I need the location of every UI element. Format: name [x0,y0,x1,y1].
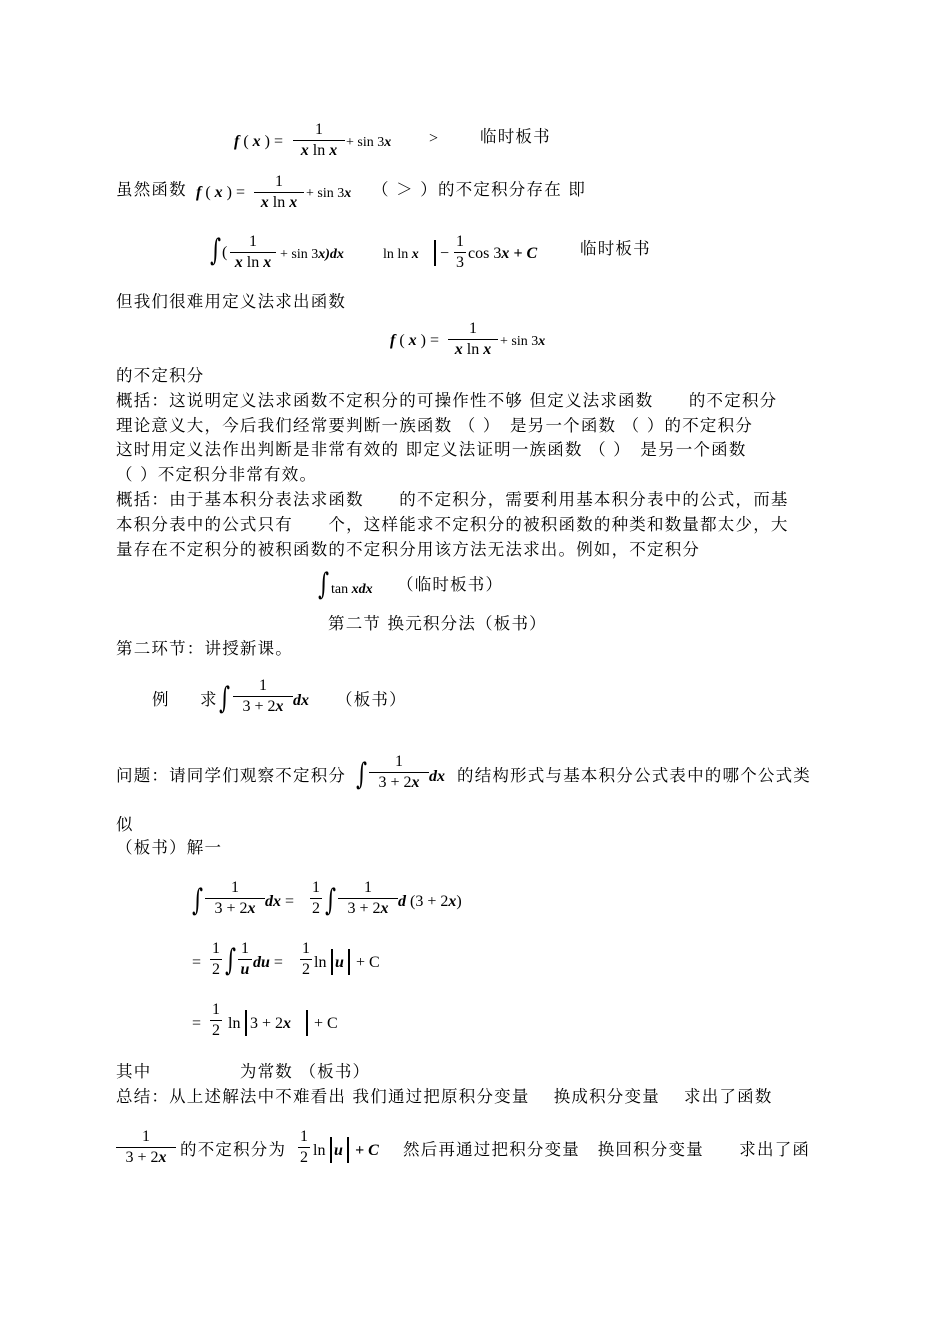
line2-plus-sin: + sin 3 [306,186,345,201]
example-fraction [233,676,293,717]
sol1-den2: 3 + 2 [347,900,381,917]
eq1-gt: > [429,130,439,147]
para1-line: 概括：这说明定义法求函数不定积分的可操作性不够 但定义法求函数 的不定积分 [116,391,778,410]
eq3-den-x: x [454,341,463,358]
eq4-note: （临时板书） [397,575,504,594]
sol3-ln: ln [228,1015,241,1032]
eq1-f: f [234,133,240,150]
summary-fraction [116,1127,176,1168]
sol3-eq: = [192,1015,202,1032]
para2-line: 量存在不定积分的被积函数的不定积分用该方法无法求出。例如，不定积分 [116,540,701,559]
sol1-fraction [205,878,265,919]
example-dx: dx [293,692,309,709]
question-fraction [369,752,429,793]
line2-eq: = [235,184,246,201]
eq3-fraction [448,319,498,360]
eq3-eq: = [429,332,440,349]
eq2-note: 临时板书 [580,239,651,258]
question-den-x: x [411,774,420,791]
eq4-integral: ∫ [318,567,329,602]
sol1-d: d [398,893,406,910]
line-4: 的不定积分 [116,366,205,385]
sol3-abs-left [245,1010,247,1036]
summary-line-1: 总结：从上述解法中不难看出 我们通过把原积分变量 换成积分变量 求出了函数 [116,1087,773,1106]
sol2-integral: ∫ [225,943,236,978]
line2-num: 1 [275,173,283,190]
para1-line: （ ）不定积分非常有效。 [116,465,318,484]
sol1-den-x: x [247,900,256,917]
sol3-hnum: 1 [212,1001,220,1018]
summary-half [298,1127,310,1168]
eq3-plus-sin: + sin 3 [500,334,539,349]
eq4-xdx: xdx [351,582,373,597]
sol1-eq: = [285,893,295,910]
eq2-fnum: 1 [456,233,464,250]
question-integral: ∫ [356,757,367,792]
eq1-eq: = [273,133,284,150]
sol2-den-u: u [240,961,250,978]
sol2-hnum2: 1 [302,940,310,957]
sol3-hden: 2 [212,1022,220,1039]
eq4-tan: tan [331,582,349,597]
question-post: 的结构形式与基本积分公式表中的哪个公式类 [457,766,811,785]
question-post2: 似 [116,815,134,834]
line2-fraction [254,172,304,213]
eq1-plus-sin: + sin 3 [346,135,385,150]
eq2-third [454,232,466,273]
eq2-cos: cos 3 [468,245,502,262]
summary-num: 1 [142,1128,150,1145]
summary-post: 然后再通过把积分变量 换回积分变量 求出了函 [403,1140,811,1159]
sol2-half [210,939,222,980]
summary-u: u [334,1142,343,1159]
example-integral: ∫ [219,681,230,716]
eq2-abs-bar [434,240,436,266]
sol2-hden2: 2 [302,961,310,978]
example-den: 3 + 2 [242,698,276,715]
summary-den-x: x [158,1149,167,1166]
example-den-x: x [275,698,284,715]
question-den: 3 + 2 [378,774,412,791]
eq1-den-ln: ln [312,142,326,159]
sol2-hden: 2 [212,961,220,978]
question-num: 1 [395,753,403,770]
sol1-den2-x: x [380,900,389,917]
sol1-hden: 2 [312,900,320,917]
eq2-close-dx: )dx [325,247,344,262]
eq2-sin-x: x [318,247,326,262]
sol1-dx: dx [265,893,281,910]
eq2-fraction [230,232,276,273]
segment-heading: 第二环节：讲授新课。 [116,639,293,658]
sol2-half-2 [300,939,312,980]
eq2-lnln: ln ln [383,247,409,262]
eq2-den-x: x [234,254,243,271]
eq1-sin-x: x [384,135,392,150]
example-note: （板书） [336,690,407,709]
eq3-x: x [408,332,417,349]
sol2-plus-c: + C [356,954,380,971]
eq2-open: ( [222,244,228,261]
para1-line: 理论意义大，今后我们经常要判断一族函数 （ ） 是另一个函数 （ ）的不定积分 [116,416,754,435]
sol2-ln: ln [314,954,327,971]
sol3-inner-x: x [283,1015,292,1032]
eq3-den-ln: ln [466,341,480,358]
line2-den-x: x [260,194,269,211]
solve-label: （板书）解一 [116,838,223,857]
eq1-fraction [293,120,345,161]
line2-post: （ ＞ ）的不定积分存在 即 [372,180,587,199]
summary-abs-left [330,1137,332,1163]
sol2-eq: = [192,954,202,971]
eq1-note: 临时板书 [480,127,551,146]
eq2-minus: − [440,245,450,262]
question-pre: 问题：请同学们观察不定积分 [116,766,347,785]
line2-den-ln: ln [272,194,286,211]
eq2-plus-sin: + sin 3 [280,247,319,262]
sol1-half [310,878,322,919]
eq2-num: 1 [249,233,257,250]
sol3-abs-right [306,1010,308,1036]
sol2-u: u [335,954,344,971]
sol1-fraction-2 [338,878,398,919]
eq2-cos-x: x [501,245,510,262]
eq1-den-x: x [300,142,309,159]
eq3-den-x2: x [483,341,492,358]
summary-hnum: 1 [300,1128,308,1145]
para2-line: 概括：由于基本积分表法求函数 的不定积分，需要利用基本积分表中的公式，而基 [116,490,789,509]
summary-hden: 2 [300,1149,308,1166]
sol1-integral-2: ∫ [325,883,336,918]
eq2-lnx: x [411,247,419,262]
eq1-num: 1 [315,121,323,138]
sol1-num: 1 [231,879,239,896]
line-3: 但我们很难用定义法求出函数 [116,292,347,311]
sol3-half [210,1000,222,1041]
sol1-hnum: 1 [312,879,320,896]
summary-den: 3 + 2 [125,1149,159,1166]
para2-line: 本积分表中的公式只有 个，这样能求不定积分的被积函数的种类和数量都太少，大 [116,515,789,534]
eq2-integral: ∫ [210,233,221,268]
summary-mid: 的不定积分为 [180,1140,287,1159]
sol2-eq2: = [273,954,283,971]
sol2-num: 1 [241,940,249,957]
sol3-plus-c: + C [314,1015,338,1032]
line2-den-x2: x [289,194,298,211]
sol1-integral: ∫ [192,883,203,918]
sol1-den: 3 + 2 [214,900,248,917]
where-line: 其中 为常数 （板书） [116,1062,371,1081]
sol3-inner: 3 + 2 [250,1015,284,1032]
eq2-plus-c: + C [513,245,538,262]
example-label: 例 [152,690,170,709]
para1-line: 这时用定义法作出判断是非常有效的 即定义法证明一族函数 （ ） 是另一个函数 [116,440,747,459]
eq2-fden: 3 [456,254,464,271]
sol2-hnum: 1 [212,940,220,957]
sol1-arg-close: ) [456,893,462,910]
summary-ln: ln [313,1142,326,1159]
example-ask: 求 [200,690,218,709]
question-dx: dx [429,768,445,785]
sol2-fraction [238,939,252,980]
eq3-num: 1 [469,320,477,337]
sol1-num2: 1 [364,879,372,896]
summary-abs-right [347,1137,349,1163]
line2-x: x [214,184,223,201]
section-title: 第二节 换元积分法（板书） [328,614,547,633]
line2-pre: 虽然函数 [116,180,187,199]
sol1-arg: (3 + 2 [410,893,449,910]
eq2-den-x2: x [263,254,272,271]
sol2-abs-right [348,949,350,975]
eq3-sin-x: x [538,334,546,349]
eq1-den-x2: x [329,142,338,159]
eq3-f: f [390,332,396,349]
example-num: 1 [259,677,267,694]
summary-plus-c: + C [355,1142,379,1159]
eq2-den-ln: ln [246,254,260,271]
sol2-abs-left [331,949,333,975]
sol2-du: du [253,954,270,971]
sol1-arg-x: x [448,893,457,910]
line2-sin-x: x [344,186,352,201]
eq1-x: x [252,133,261,150]
line2-f: f [196,184,202,201]
